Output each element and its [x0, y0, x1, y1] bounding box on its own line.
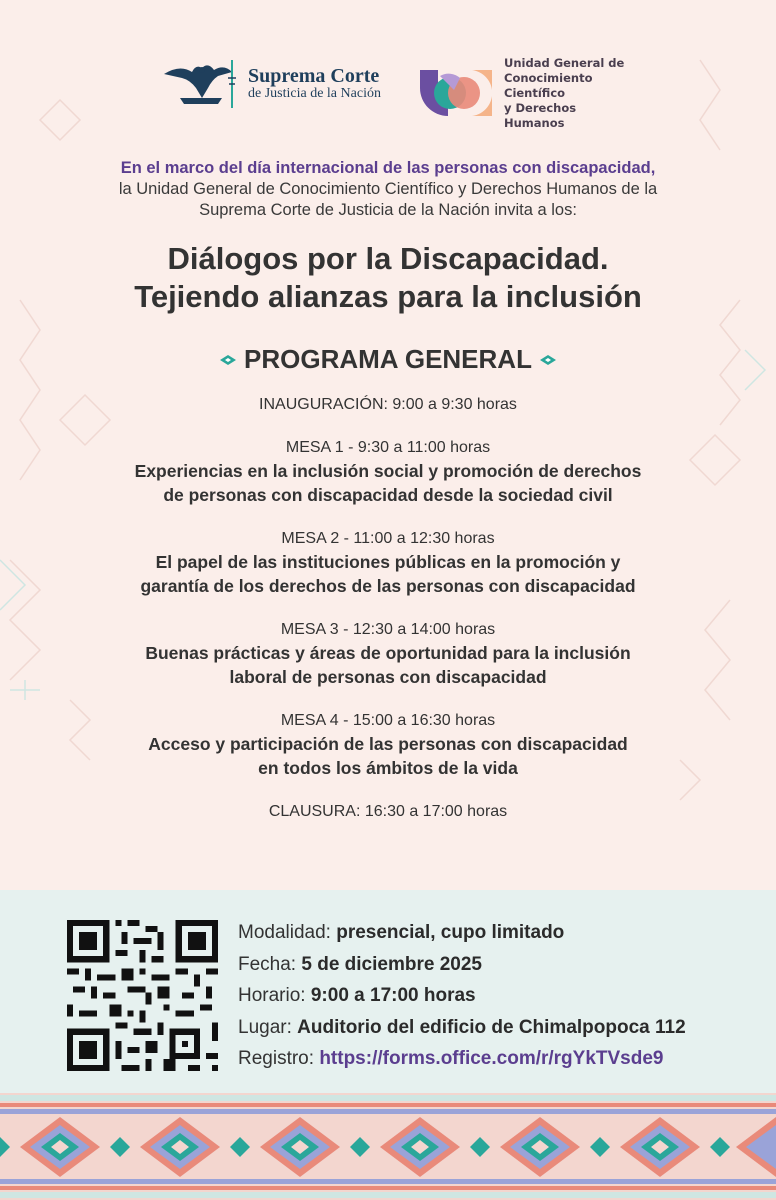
- lugar-value: Auditorio del edificio de Chimalpopoca 112: [297, 1016, 686, 1038]
- fecha-label: Fecha:: [238, 953, 297, 975]
- mesa-1-topic: [30, 459, 746, 507]
- ug-logo-icon: [420, 70, 492, 116]
- agenda-clausura: [30, 801, 746, 823]
- mesa-3-topic-line-1: Buenas prácticas y áreas de oportunidad para la inclusión: [145, 643, 631, 663]
- mesa-3-time: MESA 3 - 12:30 a 14:00 horas: [280, 621, 496, 638]
- mesa-3-topic: [30, 641, 746, 689]
- horario-label: Horario:: [238, 985, 306, 1006]
- intro-line-2: la Unidad General de Conocimiento Científico y Derechos Humanos de la: [118, 180, 658, 198]
- modalidad-label: Modalidad:: [238, 922, 331, 943]
- header: [0, 50, 776, 130]
- agenda-inauguracion: [30, 394, 746, 416]
- info-horario: [238, 980, 686, 1012]
- ug-line-1: Unidad General de: [504, 56, 625, 70]
- agenda-mesa-3: [30, 619, 746, 689]
- program-heading-text: PROGRAMA GENERAL: [244, 344, 532, 374]
- mesa-2-time: MESA 2 - 11:00 a 12:30 horas: [281, 530, 495, 547]
- diamond-ornament-icon: [220, 355, 236, 365]
- mesa-1-topic-line-1: Experiencias en la inclusión social y promoción de derechos: [134, 461, 642, 481]
- intro-text: [40, 158, 736, 221]
- lugar-label: Lugar:: [238, 1016, 292, 1038]
- clausura-time: CLAUSURA: 16:30 a 17:00 horas: [268, 803, 508, 820]
- mesa-1-time: MESA 1 - 9:30 a 11:00 horas: [285, 439, 491, 456]
- info-fecha: [238, 949, 686, 981]
- agenda-mesa-1: [30, 437, 746, 507]
- event-info: [238, 917, 686, 1075]
- title-line-2: Tejiendo alianzas para la inclusión: [134, 279, 642, 314]
- scjn-logo: [162, 58, 381, 110]
- mesa-1-topic-line-2: de personas con discapacidad desde la sociedad civil: [163, 485, 613, 505]
- mesa-4-time: MESA 4 - 15:00 a 16:30 horas: [280, 712, 496, 729]
- qr-code-icon[interactable]: [67, 920, 218, 1071]
- mesa-2-topic-line-1: El papel de las instituciones públicas en la promoción y: [155, 552, 621, 572]
- event-title: [20, 240, 756, 316]
- ug-line-2: Conocimiento Científico: [504, 70, 593, 100]
- info-lugar: [238, 1012, 686, 1044]
- scjn-name: Suprema Corte: [248, 65, 380, 88]
- info-modalidad: [238, 917, 686, 949]
- fecha-value: 5 de diciembre 2025: [301, 953, 482, 975]
- intro-line-3: Suprema Corte de Justicia de la Nación invita a los:: [199, 201, 577, 219]
- mesa-4-topic-line-1: Acceso y participación de las personas con discapacidad: [148, 734, 628, 754]
- event-info-band: [0, 890, 776, 1093]
- modalidad-value: presencial, cupo limitado: [336, 922, 565, 943]
- eagle-emblem-icon: [162, 58, 240, 110]
- textile-band: [0, 1093, 776, 1200]
- mesa-2-topic-line-2: garantía de los derechos de las personas con discapacidad: [140, 576, 636, 596]
- horario-value: 9:00 a 17:00 horas: [310, 985, 476, 1006]
- mesa-3-topic-line-2: laboral de personas con discapacidad: [229, 667, 547, 687]
- ug-line-3: y Derechos Humanos: [504, 100, 577, 130]
- mesa-2-topic: [30, 550, 746, 598]
- info-registro: [238, 1043, 686, 1075]
- agenda: [30, 394, 746, 844]
- scjn-subtitle: de Justicia de la Nación: [248, 86, 381, 102]
- mesa-4-topic: [30, 732, 746, 780]
- diamond-ornament-icon: [540, 355, 556, 365]
- ug-logo: [420, 56, 634, 131]
- title-line-1: Diálogos por la Discapacidad.: [167, 241, 609, 276]
- registro-link[interactable]: https://forms.office.com/r/rgYkTVsde9: [319, 1048, 664, 1069]
- registro-label: Registro:: [238, 1048, 315, 1069]
- agenda-mesa-2: [30, 528, 746, 598]
- inauguracion-time: INAUGURACIÓN: 9:00 a 9:30 horas: [259, 396, 517, 413]
- agenda-mesa-4: [30, 710, 746, 780]
- program-heading: [0, 344, 776, 375]
- mesa-4-topic-line-2: en todos los ámbitos de la vida: [258, 758, 518, 778]
- intro-lead: En el marco del día internacional de las personas con discapacidad,: [120, 159, 656, 177]
